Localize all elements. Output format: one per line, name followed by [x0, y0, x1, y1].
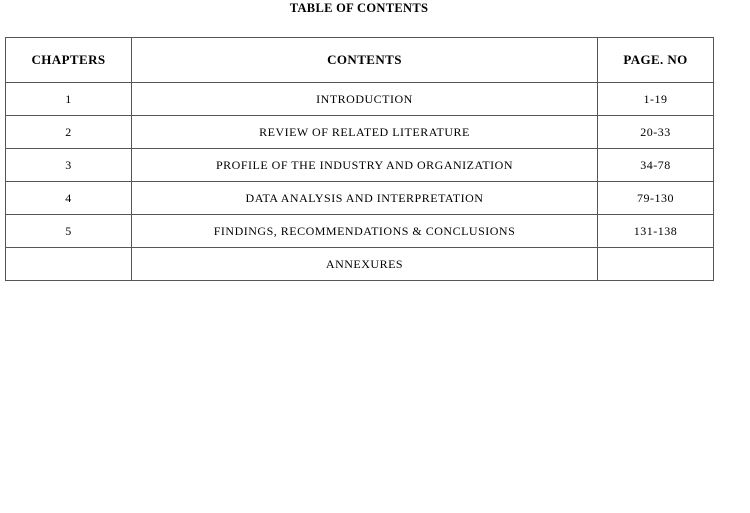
chapter-title: INTRODUCTION	[132, 83, 598, 116]
table-row	[6, 215, 714, 248]
page-range: 1-19	[598, 83, 714, 116]
chapter-number: 5	[6, 215, 132, 248]
table-row	[6, 116, 714, 149]
chapter-number: 3	[6, 149, 132, 182]
chapter-title: FINDINGS, RECOMMENDATIONS & CONCLUSIONS	[132, 215, 598, 248]
page-range: 79-130	[598, 182, 714, 215]
chapter-title: DATA ANALYSIS AND INTERPRETATION	[132, 182, 598, 215]
page-range: 131-138	[598, 215, 714, 248]
header-page-no: PAGE. NO	[598, 38, 714, 83]
table-row	[6, 248, 714, 281]
header-contents: CONTENTS	[132, 38, 598, 83]
chapter-title: REVIEW OF RELATED LITERATURE	[132, 116, 598, 149]
page-title: TABLE OF CONTENTS	[289, 1, 429, 15]
chapter-number: 2	[6, 116, 132, 149]
table-row	[6, 182, 714, 215]
chapter-title: PROFILE OF THE INDUSTRY AND ORGANIZATION	[132, 149, 598, 182]
table-header-row	[6, 38, 714, 83]
table-row	[6, 83, 714, 116]
header-chapters: CHAPTERS	[6, 38, 132, 83]
table-of-contents	[5, 37, 714, 281]
chapter-number: 1	[6, 83, 132, 116]
page-range: 20-33	[598, 116, 714, 149]
chapter-title: ANNEXURES	[132, 248, 598, 281]
page-range: 34-78	[598, 149, 714, 182]
chapter-number: 4	[6, 182, 132, 215]
chapter-number	[6, 248, 132, 281]
table-row	[6, 149, 714, 182]
page-range	[598, 248, 714, 281]
